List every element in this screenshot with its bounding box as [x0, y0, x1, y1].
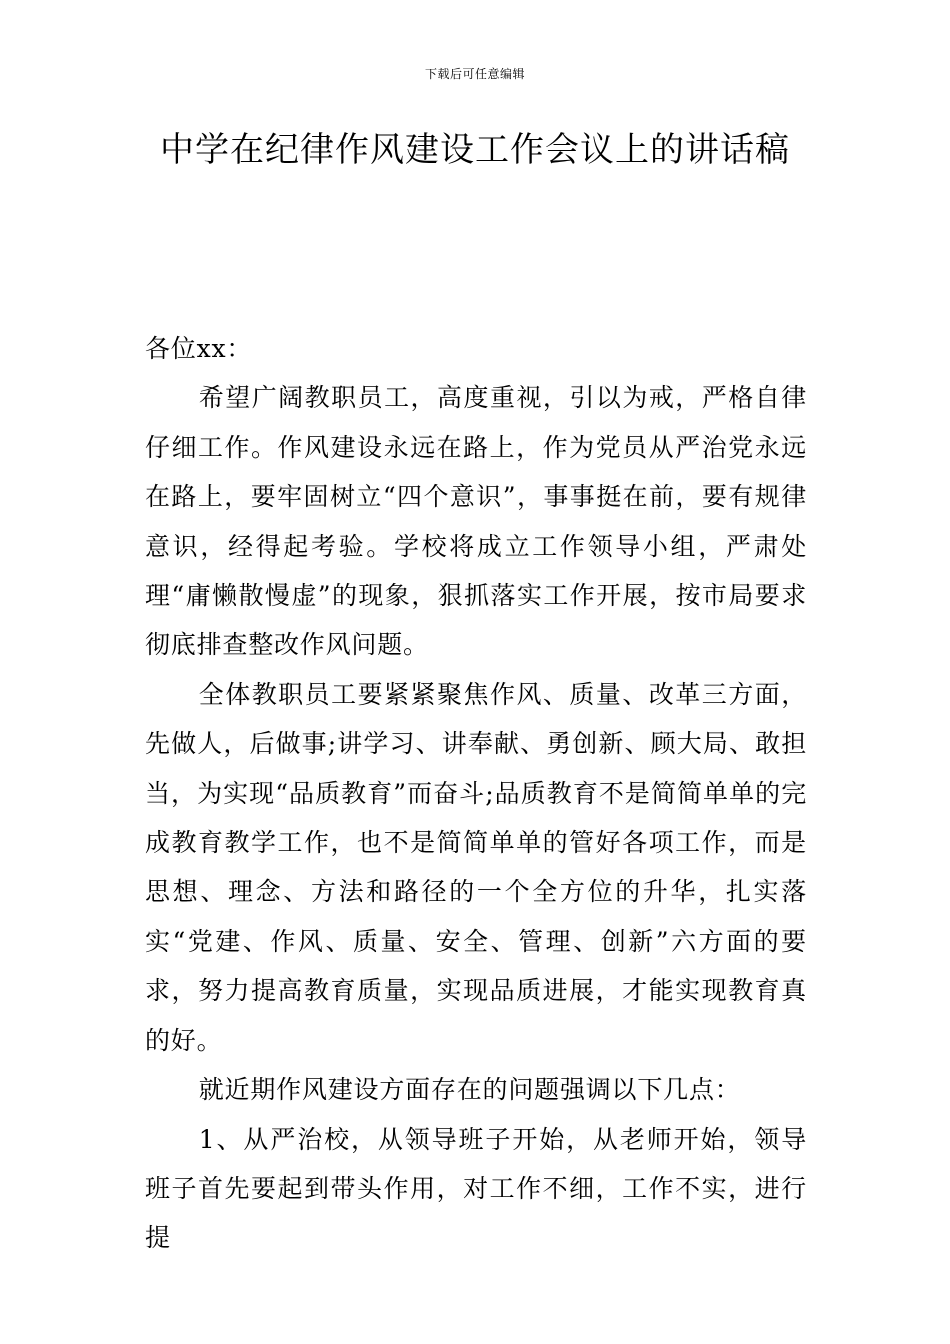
document-title: 中学在纪律作风建设工作会议上的讲话稿	[160, 130, 790, 170]
salutation: 各位xx：	[145, 334, 253, 363]
paragraph-4: 1、从严治校，从领导班子开始，从老师开始，领导班子首先要起到带头作用，对工作不细，工作不实，进行提	[145, 1124, 807, 1253]
paragraph-1: 希望广阔教职员工，高度重视，引以为戒，严格自律仔细工作。作风建设永远在路上，作为党员从严治党永远在路上，要牢固树立“四个意识”，事事挺在前，要有规律意识，经得起考验。学校将成立工作领导小组，严肃处理“庸懒散慢虚”的现象，狠抓落实工作开展，按市局要求彻底排查整改作风问题。	[145, 383, 807, 660]
document-body	[145, 324, 807, 1263]
paragraph-3: 就近期作风建设方面存在的问题强调以下几点：	[198, 1075, 741, 1105]
header-note: 下载后可任意编辑	[424, 67, 525, 81]
paragraph-2: 全体教职员工要紧紧聚焦作风、质量、改革三方面，先做人，后做事;讲学习、讲奉献、勇创新、顾大局、敢担当，为实现“品质教育”而奋斗;品质教育不是简简单单的完成教育教学工作，也不是简简单单的管好各项工作，而是思想、理念、方法和路径的一个全方位的升华，扎实落实“党建、作风、质量、安全、管理、创新”六方面的要求，努力提高教育质量，实现品质进展，才能实现教育真的好。	[145, 679, 807, 1055]
